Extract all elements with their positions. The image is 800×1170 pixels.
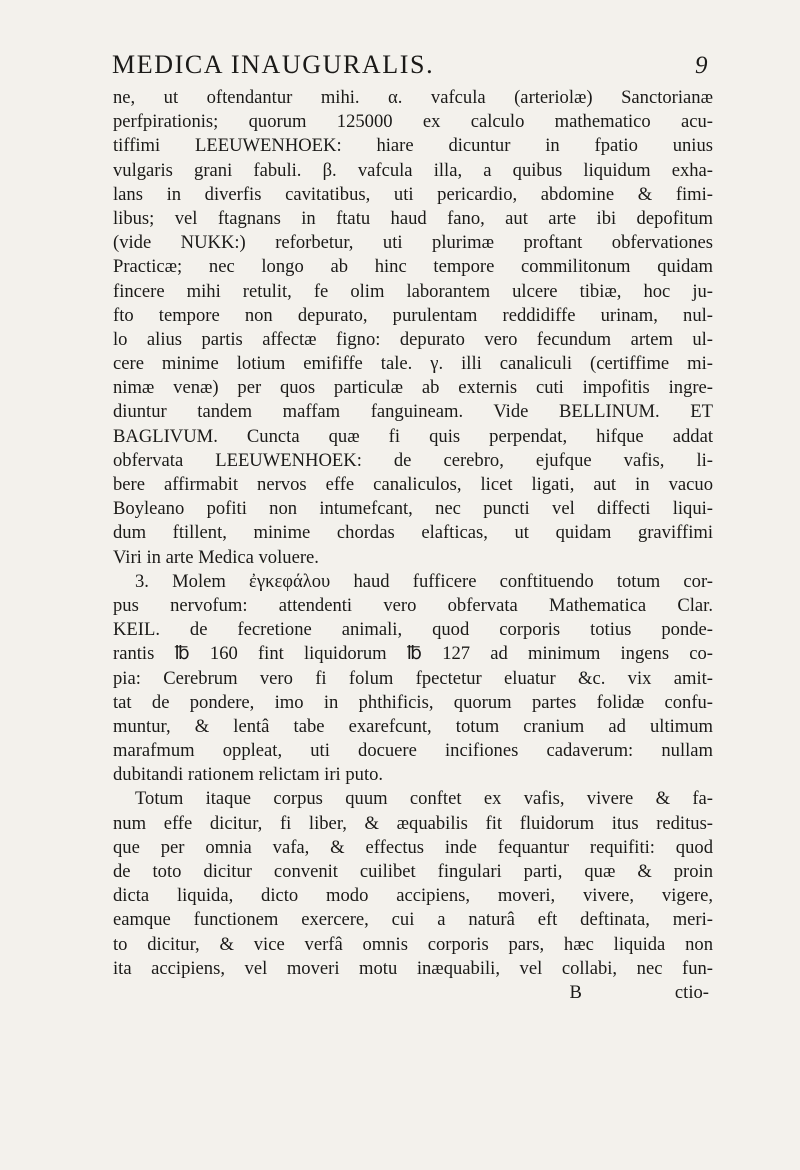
text-line: muntur, & lentâ tabe exarefcunt, totum cranium ad ultimum (113, 715, 713, 737)
text-line: tiffimi LEEUWENHOEK: hiare dicuntur in fpatio unius (113, 135, 713, 157)
signature-catchword-line: B ctio- (569, 981, 709, 1003)
text-line: lans in diverfis cavitatibus, uti pericardio, abdomine & fimi- (113, 183, 713, 205)
text-line: pus nervofum: attendenti vero obfervata Mathematica Clar. (113, 594, 713, 616)
text-line: Boyleano pofiti non intumefcant, nec puncti vel diffecti liqui- (113, 498, 713, 520)
text-line: KEIL. de fecretione animali, quod corporis totius ponde- (113, 619, 713, 641)
text-line: dubitandi rationem relictam iri puto. (113, 764, 384, 786)
text-line: diuntur tandem maffam fanguineam. Vide BELLINUM. ET (113, 401, 713, 423)
text-line: cere minime lotium emififfe tale. γ. illi canaliculi (certiffime mi- (113, 353, 713, 375)
body-text (113, 86, 713, 1005)
text-line: ita accipiens, vel moveri motu inæquabili, vel collabi, nec fun- (113, 957, 713, 979)
text-line: marafmum oppleat, uti docuere incifiones cadaverum: nullam (113, 740, 713, 762)
text-line: libus; vel ftagnans in ftatu haud fano, aut arte ibi depofitum (113, 207, 713, 229)
text-line: 3. Molem ἐγκεφάλου haud fufficere conftituendo totum cor- (135, 570, 713, 592)
text-line: rantis ℔ 160 fint liquidorum ℔ 127 ad minimum ingens co- (113, 643, 713, 665)
running-head: MEDICA INAUGURALIS. (112, 50, 435, 79)
text-line: to dicitur, & vice verfâ omnis corporis pars, hæc liquida non (113, 933, 713, 955)
text-line: tat de pondere, imo in phthificis, quorum partes folidæ confu- (113, 691, 713, 713)
text-line: dum ftillent, minime chordas elafticas, ut quidam graviffimi (113, 522, 713, 544)
text-line: bere affirmabit nervos effe canaliculos, licet ligati, aut in vacuo (113, 474, 713, 495)
text-line: fto tempore non depurato, purulentam reddidiffe urinam, nul- (113, 304, 713, 326)
text-line: Practicæ; nec longo ab hinc tempore commilitonum quidam (113, 256, 713, 278)
text-line: BAGLIVUM. Cuncta quæ fi quis perpendat, hifque addat (113, 425, 713, 447)
text-line: Viri in arte Medica voluere. (113, 546, 319, 568)
text-line: obfervata LEEUWENHOEK: de cerebro, ejufque vafis, li- (113, 449, 713, 471)
text-line: ne, ut oftendantur mihi. α. vafcula (arteriolæ) Sanctorianæ (113, 87, 713, 108)
text-line: (vide NUKK:) reforbetur, uti plurimæ proftant obfervationes (113, 232, 713, 254)
text-line: perfpirationis; quorum 125000 ex calculo mathematico acu- (113, 111, 713, 133)
text-line: fincere mihi retulit, fe olim laborantem ulcere tibiæ, hoc ju- (113, 280, 713, 302)
text-line: dicta liquida, dicto modo accipiens, moveri, vivere, vigere, (113, 885, 713, 907)
text-line: que per omnia vafa, & effectus inde fequantur requifiti: quod (113, 836, 713, 858)
text-line: pia: Cerebrum vero fi folum fpectetur eluatur &c. vix amit- (113, 667, 713, 689)
text-line: de toto dicitur convenit cuilibet fingulari parti, quæ & proin (113, 861, 713, 882)
text-line: nimæ venæ) per quos particulæ ab externis cuti impofitis ingre- (113, 377, 713, 399)
text-line: eamque functionem exercere, cui a naturâ eft deftinata, meri- (113, 909, 713, 931)
text-line: lo alius partis affectæ figno: depurato vero fecundum artem ul- (113, 328, 713, 350)
text-line: Totum itaque corpus quum conftet ex vafis, vivere & fa- (135, 788, 713, 810)
text-line: vulgaris grani fabuli. β. vafcula illa, a quibus liquidum exha- (113, 159, 713, 181)
text-line: num effe dicitur, fi liber, & æquabilis fit fluidorum itus reditus- (113, 812, 713, 834)
page-number: 9 (695, 52, 708, 79)
